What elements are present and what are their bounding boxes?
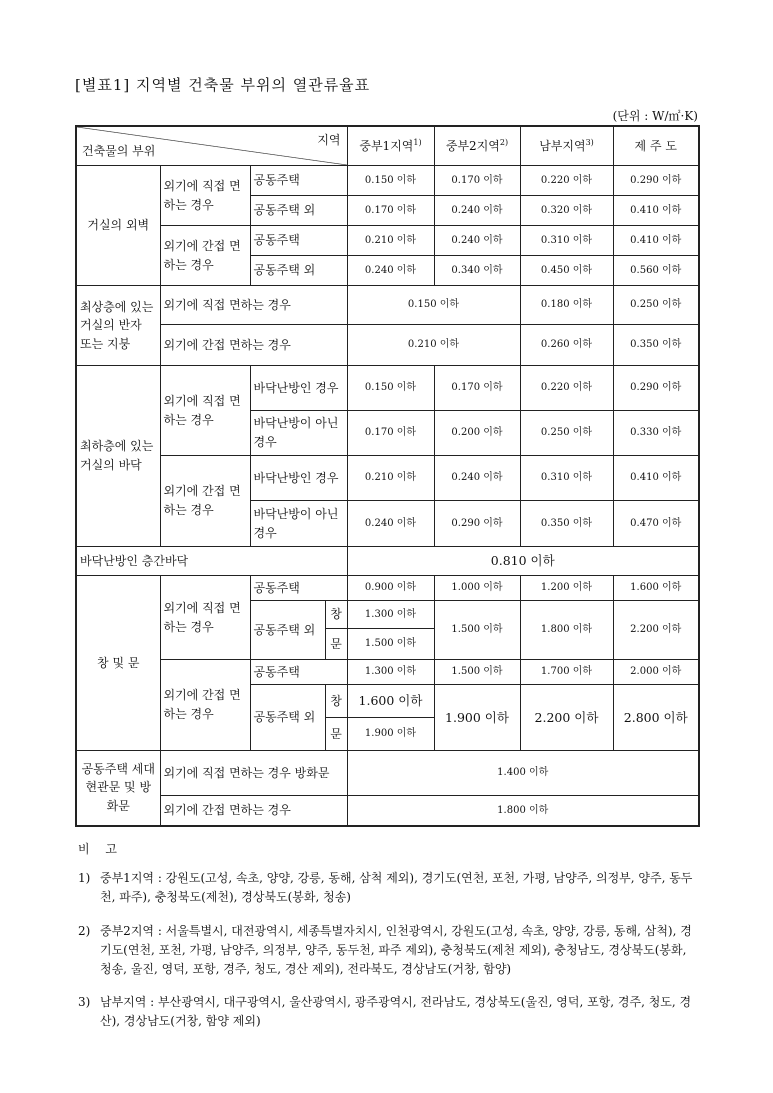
windows-label: 창 및 문 <box>76 576 160 751</box>
value-cell: 1.600 이하 <box>347 685 434 718</box>
value-cell: 0.250 이하 <box>613 286 699 325</box>
table-row <box>76 660 699 685</box>
value-cell: 0.350 이하 <box>520 501 613 547</box>
table-row <box>76 286 699 325</box>
floor-unheated-label: 바닥난방이 아닌 경우 <box>250 501 347 547</box>
value-cell: 1.900 이하 <box>434 685 520 751</box>
value-cell: 1.800 이하 <box>520 601 613 660</box>
value-cell: 0.470 이하 <box>613 501 699 547</box>
value-cell: 1.500 이하 <box>434 660 520 685</box>
walls-nonapt-label: 공동주택 외 <box>250 256 347 286</box>
value-cell: 0.240 이하 <box>347 256 434 286</box>
value-cell: 0.350 이하 <box>613 325 699 366</box>
value-cell: 0.240 이하 <box>434 226 520 256</box>
value-cell: 0.150 이하 <box>347 366 434 411</box>
interfloor-value: 0.810 이하 <box>347 547 699 576</box>
value-cell: 0.150 이하 <box>347 166 434 196</box>
region-header-2: 중부2지역$^{2)}$ <box>434 126 520 166</box>
value-cell: 0.410 이하 <box>613 226 699 256</box>
windows-direct-label: 외기에 직접 면하는 경우 <box>160 576 250 660</box>
value-cell: 0.210 이하 <box>347 325 520 366</box>
roof-direct-label: 외기에 직접 면하는 경우 <box>160 286 347 325</box>
value-cell: 0.320 이하 <box>520 196 613 226</box>
value-cell: 0.290 이하 <box>434 501 520 547</box>
note-text: 중부2지역 : 서울특별시, 대전광역시, 세종특별자치시, 인천광역시, 강원도(고성, 속초, 양양, 강릉, 동해, 삼척), 경기도(연천, 포천, 가평, 남양주, 의정부, 양주, 동두천, 파주 제외), 충청북도(제천 제외), 충청남도, 경상북도(봉화, 청송, 울진, 영덕, 포항, 경주, 청도, 경산 제외), 전라북도, 경상남도(거창, 함양) <box>100 923 692 976</box>
region-header-4: 제 주 도 <box>613 126 699 166</box>
value-cell: 1.600 이하 <box>613 576 699 601</box>
roof-label: 최상층에 있는 거실의 반자 또는 지붕 <box>76 286 160 366</box>
windows-apt-label: 공동주택 <box>250 660 347 685</box>
value-cell: 1.000 이하 <box>434 576 520 601</box>
table-row <box>76 166 699 196</box>
entrance-direct-label: 외기에 직접 면하는 경우 방화문 <box>160 751 347 796</box>
value-cell: 0.560 이하 <box>613 256 699 286</box>
unit-label: (단위 : W/㎡·K) <box>612 109 698 123</box>
value-cell: 0.290 이하 <box>613 366 699 411</box>
window-sub-label: 창 <box>325 685 347 718</box>
floor-direct-label: 외기에 직접 면하는 경우 <box>160 366 250 456</box>
table-row <box>76 751 699 796</box>
value-cell: 0.150 이하 <box>347 286 520 325</box>
walls-apt-label: 공동주택 <box>250 226 347 256</box>
region-header-1: 중부1지역$^{1)}$ <box>347 126 434 166</box>
value-cell: 0.220 이하 <box>520 166 613 196</box>
value-cell: 1.700 이하 <box>520 660 613 685</box>
note-number: 2) <box>78 923 91 938</box>
header-row <box>76 126 699 166</box>
value-cell: 0.450 이하 <box>520 256 613 286</box>
entrance-direct-value: 1.400 이하 <box>347 751 699 796</box>
value-cell: 0.210 이하 <box>347 226 434 256</box>
value-cell: 1.500 이하 <box>347 629 434 660</box>
entrance-indirect-label: 외기에 간접 면하는 경우 <box>160 796 347 826</box>
table-row <box>76 366 699 411</box>
thermal-transmittance-table <box>75 125 700 827</box>
floor-heated-label: 바닥난방인 경우 <box>250 456 347 501</box>
value-cell: 0.410 이하 <box>613 456 699 501</box>
table-row <box>76 576 699 601</box>
value-cell: 2.200 이하 <box>613 601 699 660</box>
value-cell: 2.800 이하 <box>613 685 699 751</box>
value-cell: 2.000 이하 <box>613 660 699 685</box>
entrance-label: 공동주택 세대현관문 및 방화문 <box>76 751 160 826</box>
table-row <box>76 796 699 826</box>
walls-apt-label: 공동주택 <box>250 166 347 196</box>
diagonal-header-cell <box>76 126 347 166</box>
entrance-indirect-value: 1.800 이하 <box>347 796 699 826</box>
value-cell: 0.240 이하 <box>347 501 434 547</box>
value-cell: 0.170 이하 <box>434 166 520 196</box>
value-cell: 0.240 이하 <box>434 456 520 501</box>
windows-nonapt-label: 공동주택 외 <box>250 685 325 751</box>
value-cell: 0.210 이하 <box>347 456 434 501</box>
value-cell: 1.500 이하 <box>434 601 520 660</box>
value-cell: 0.340 이하 <box>434 256 520 286</box>
table-row <box>76 456 699 501</box>
note-number: 3) <box>78 995 91 1010</box>
note-item <box>78 869 700 907</box>
walls-direct-label: 외기에 직접 면하는 경우 <box>160 166 250 226</box>
value-cell: 0.260 이하 <box>520 325 613 366</box>
notes-heading: 비 고 <box>78 842 123 856</box>
region-header-3: 남부지역$^{3)}$ <box>520 126 613 166</box>
part-header-label: 건축물의 부위 <box>82 144 156 159</box>
value-cell: 0.410 이하 <box>613 196 699 226</box>
roof-indirect-label: 외기에 간접 면하는 경우 <box>160 325 347 366</box>
floor-heated-label: 바닥난방인 경우 <box>250 366 347 411</box>
value-cell: 0.170 이하 <box>434 366 520 411</box>
walls-nonapt-label: 공동주택 외 <box>250 196 347 226</box>
document-title: [별표1] 지역별 건축물 부위의 열관류율표 <box>75 76 371 94</box>
table-row <box>76 226 699 256</box>
windows-apt-label: 공동주택 <box>250 576 347 601</box>
interfloor-label: 바닥난방인 층간바닥 <box>76 547 347 576</box>
value-cell: 0.290 이하 <box>613 166 699 196</box>
floor-indirect-label: 외기에 간접 면하는 경우 <box>160 456 250 547</box>
value-cell: 0.310 이하 <box>520 456 613 501</box>
value-cell: 0.220 이하 <box>520 366 613 411</box>
floor-label: 최하층에 있는 거실의 바닥 <box>76 366 160 547</box>
door-sub-label: 문 <box>325 629 347 660</box>
value-cell: 1.300 이하 <box>347 601 434 629</box>
region-header-label: 지역 <box>317 133 341 147</box>
value-cell: 1.200 이하 <box>520 576 613 601</box>
value-cell: 1.300 이하 <box>347 660 434 685</box>
note-number: 1) <box>78 871 91 886</box>
door-sub-label: 문 <box>325 718 347 751</box>
window-sub-label: 창 <box>325 601 347 629</box>
note-text: 중부1지역 : 강원도(고성, 속초, 양양, 강릉, 동해, 삼척 제외), 경기도(연천, 포천, 가평, 남양주, 의정부, 양주, 동두천, 파주), 충청북도(제천), 경상북도(봉화, 청송) <box>100 871 693 905</box>
floor-unheated-label: 바닥난방이 아닌 경우 <box>250 411 347 456</box>
note-item <box>78 922 700 980</box>
value-cell: 0.170 이하 <box>347 411 434 456</box>
value-cell: 0.170 이하 <box>347 196 434 226</box>
value-cell: 0.200 이하 <box>434 411 520 456</box>
value-cell: 0.330 이하 <box>613 411 699 456</box>
windows-nonapt-label: 공동주택 외 <box>250 601 325 660</box>
notes-section <box>78 840 700 1046</box>
note-text: 남부지역 : 부산광역시, 대구광역시, 울산광역시, 광주광역시, 전라남도, 경상북도(울진, 영덕, 포항, 경주, 청도, 경산), 경상남도(거창, 함양 제외) <box>100 995 692 1029</box>
table-row <box>76 547 699 576</box>
walls-indirect-label: 외기에 간접 면하는 경우 <box>160 226 250 286</box>
note-item <box>78 993 700 1031</box>
value-cell: 0.250 이하 <box>520 411 613 456</box>
value-cell: 1.900 이하 <box>347 718 434 751</box>
table-row <box>76 325 699 366</box>
windows-indirect-label: 외기에 간접 면하는 경우 <box>160 660 250 751</box>
value-cell: 0.240 이하 <box>434 196 520 226</box>
value-cell: 0.900 이하 <box>347 576 434 601</box>
walls-label: 거실의 외벽 <box>76 166 160 286</box>
value-cell: 0.180 이하 <box>520 286 613 325</box>
value-cell: 2.200 이하 <box>520 685 613 751</box>
value-cell: 0.310 이하 <box>520 226 613 256</box>
